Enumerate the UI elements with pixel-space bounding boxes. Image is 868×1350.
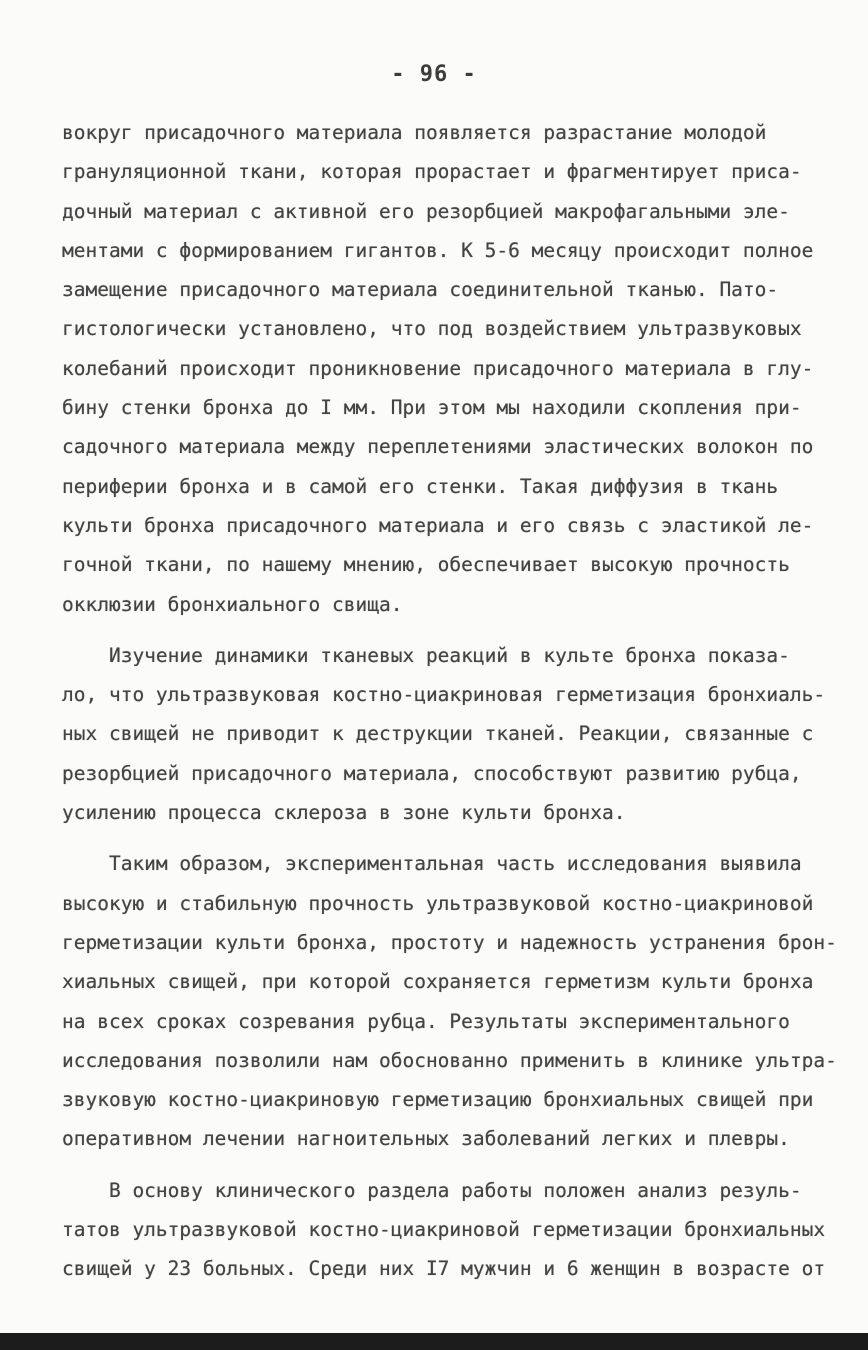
- text-line: усилению процесса склероза в зоне культи бронха.: [62, 801, 626, 825]
- text-line: садочного материала между переплетениями эластических волокон по: [62, 435, 814, 459]
- paragraph-gap: [62, 1159, 852, 1171]
- text-line: Изучение динамики тканевых реакций в культе бронха показа-: [62, 643, 790, 667]
- text-line: окклюзии бронхиального свища.: [62, 592, 403, 616]
- text-line: оперативном лечении нагноительных заболеваний легких и плевры.: [62, 1127, 790, 1151]
- text-line: грануляционной ткани, которая прорастает и фрагментирует приса-: [62, 160, 802, 184]
- text-line: замещение присадочного материала соединительной тканью. Пато-: [62, 278, 779, 302]
- body-text: [62, 113, 852, 1289]
- text-line: культи бронха присадочного материала и его связь с эластикой ле-: [62, 513, 814, 537]
- paragraph-gap: [62, 624, 852, 636]
- text-line: герметизации культи бронха, простоту и надежность устранения брон-: [62, 930, 837, 954]
- paragraph-gap: [62, 832, 852, 844]
- text-line: свищей у 23 больных. Среди них I7 мужчин и 6 женщин в возрасте от: [62, 1257, 826, 1281]
- text-line: татов ультразвуковой костно-циакриновой герметизации бронхиальных: [62, 1218, 826, 1242]
- text-line: ло, что ультразвуковая костно-циакриновая герметизация бронхиаль-: [62, 683, 826, 707]
- text-line: ных свищей не приводит к деструкции тканей. Реакции, связанные с: [62, 722, 814, 746]
- text-line: дочный материал с активной его резорбцией макрофагальными эле-: [62, 199, 790, 223]
- text-line: исследования позволили нам обоснованно применить в клинике ультра-: [62, 1048, 837, 1072]
- text-line: звуковую костно-циакриновую герметизацию бронхиальных свищей при: [62, 1088, 814, 1112]
- text-line: В основу клинического раздела работы положен анализ резуль-: [62, 1178, 802, 1202]
- text-line: ментами с формированием гигантов. К 5-6 месяцу происходит полное: [62, 238, 814, 262]
- paragraph-1: [62, 113, 852, 624]
- paragraph-2: [62, 636, 852, 832]
- text-line: бину стенки бронха до I мм. При этом мы находили скопления при-: [62, 396, 802, 420]
- scan-bottom-edge: [0, 1333, 868, 1350]
- text-line: вокруг присадочного материала появляется разрастание молодой: [62, 121, 767, 144]
- text-line: гистологически установлено, что под воздействием ультразвуковых: [62, 317, 802, 341]
- text-line: на всех сроках созревания рубца. Результаты экспериментального: [62, 1009, 790, 1033]
- text-line: колебаний происходит проникновение присадочного материала в глу-: [62, 356, 814, 380]
- text-line: резорбцией присадочного материала, способствуют развитию рубца,: [62, 761, 802, 785]
- paragraph-3: [62, 844, 852, 1158]
- text-line: Таким образом, экспериментальная часть исследования выявила: [62, 852, 802, 876]
- text-line: высокую и стабильную прочность ультразвуковой костно-циакриновой: [62, 891, 814, 915]
- text-line: периферии бронха и в самой его стенки. Такая диффузия в ткань: [62, 474, 779, 498]
- page-number: - 96 -: [391, 62, 477, 87]
- paragraph-4: [62, 1171, 852, 1289]
- text-line: гочной ткани, по нашему мнению, обеспечивает высокую прочность: [62, 553, 790, 577]
- text-line: хиальных свищей, при которой сохраняется герметизм культи бронха: [62, 970, 814, 994]
